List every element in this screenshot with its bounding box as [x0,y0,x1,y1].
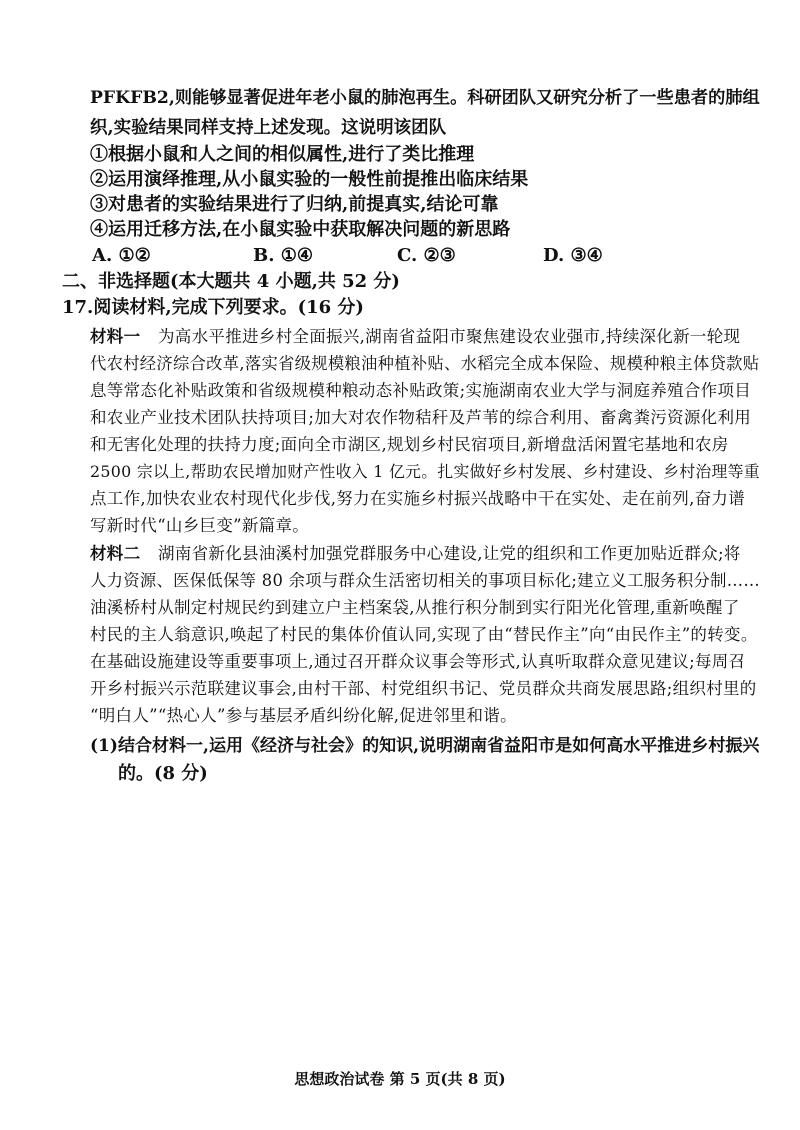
material2-line-1: 湖南省新化县油溪村加强党群服务中心建设,让党的组织和工作更加贴近群众;将 [158,544,741,563]
q16-statement-2: ②运用演绎推理,从小鼠实验的一般性前提推出临床结果 [90,169,529,190]
material2-line-7: “明白人”“热心人”参与基层矛盾纠纷化解,促进邻里和谐。 [90,706,517,725]
q16-statement-4: ④运用迁移方法,在小鼠实验中获取解决问题的新思路 [90,219,511,240]
q16-option-d: D. ③④ [543,245,603,266]
material1-line-1: 为高水平推进乡村全面振兴,湖南省益阳市聚焦建设农业强市,持续深化新一轮现 [158,327,741,346]
q17-sub1-line-2: 的。(8 分) [118,763,208,784]
q16-option-a: A. ①② [92,245,151,266]
material2-line-2: 人力资源、医保低保等 80 余项与群众生活密切相关的事项目标化;建立义工服务积分制…… [90,571,761,590]
q16-option-b: B. ①④ [253,245,314,266]
q16-statement-3: ③对患者的实验结果进行了归纳,前提真实,结论可靠 [90,194,499,215]
q16-statement-1: ①根据小鼠和人之间的相似属性,进行了类比推理 [90,144,475,165]
material1-line-6: 2500 宗以上,帮助农民增加财产性收入 1 亿元。扎实做好乡村发展、乡村建设、乡村治理等重 [90,462,760,481]
material1-line-8: 写新时代“山乡巨变”新篇章。 [90,516,310,535]
q16-stem-line-2: 织,实验结果同样支持上述发现。这说明该团队 [90,118,447,138]
q16-stem-line-1: PFKFB2,则能够显著促进年老小鼠的肺泡再生。科研团队又研究分析了一些患者的肺组 [90,88,760,108]
q16-option-c: C. ②③ [397,245,456,266]
material2-line-4: 村民的主人翁意识,唤起了村民的集体价值认同,实现了由“替民作主”向“由民作主”的转变。 [90,625,758,644]
material1-line-2: 代农村经济综合改革,落实省级规模粮油种植补贴、水稻完全成本保险、规模种粮主体贷款贴 [90,354,760,373]
material1-line-3: 息等常态化补贴政策和省级规模种粮动态补贴政策;实施湖南农业大学与洞庭养殖合作项目 [90,381,752,400]
q17-stem: 17.阅读材料,完成下列要求。(16 分) [62,297,364,318]
material2-line-3: 油溪桥村从制定村规民约到建立户主档案袋,从推行积分制到实行阳光化管理,重新唤醒了 [90,598,740,617]
material1-label: 材料一 [90,327,141,346]
material1-line-7: 点工作,加快农业农村现代化步伐,努力在实施乡村振兴战略中干在实处、走在前列,奋力谱 [90,489,746,508]
material1-line-5: 和无害化处理的扶持力度;面向全市湖区,规划乡村民宿项目,新增盘活闲置宅基地和农房 [90,435,729,454]
section-heading: 二、非选择题(本大题共 4 小题,共 52 分) [62,271,400,292]
material2-label: 材料二 [90,544,141,563]
q17-sub1-line-1: (1)结合材料一,运用《经济与社会》的知识,说明湖南省益阳市是如何高水平推进乡村振兴 [90,736,760,756]
material2-line-5: 在基础设施建设等重要事项上,通过召开群众议事会等形式,认真听取群众意见建议;每周召 [90,652,746,671]
material1-line-4: 和农业产业技术团队扶持项目;加大对农作物秸秆及芦苇的综合利用、畜禽粪污资源化利用 [90,408,752,427]
material2-line-6: 开乡村振兴示范联建议事会,由村干部、村党组织书记、党员群众共商发展思路;组织村里的 [90,679,757,698]
page-footer: 思想政治试卷 第 5 页(共 8 页) [294,1070,506,1088]
